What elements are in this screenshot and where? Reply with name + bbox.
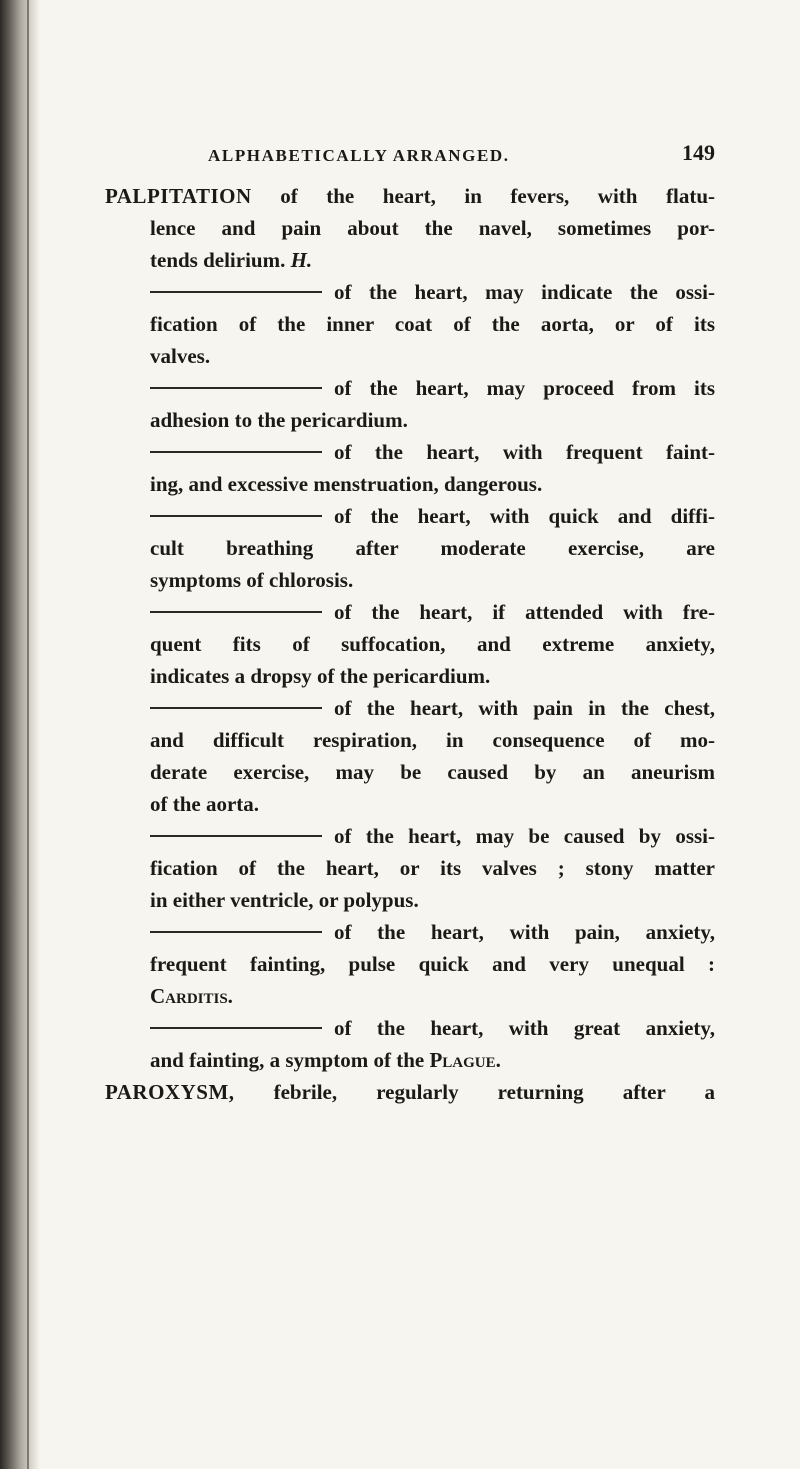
entry-sub-2: [105, 276, 715, 372]
entry-sub-6: [105, 596, 715, 692]
entry-sub-7: [105, 692, 715, 820]
text-line: quent fits of suffocation, and extreme anxiety,: [150, 632, 715, 656]
entry-sub-5: [105, 500, 715, 596]
text-line: of the heart, with frequent faint-: [105, 436, 715, 468]
entry-sub-8: [105, 820, 715, 916]
entry-sub-3: [105, 372, 715, 436]
entry-sub-9: [105, 916, 715, 1012]
binding-crease: [27, 0, 29, 1469]
headword: PAROXYSM,: [105, 1080, 235, 1104]
text-line: of the heart, with pain in the chest,: [105, 692, 715, 724]
text-line: of the heart, with great anxiety,: [105, 1012, 715, 1044]
entry-paroxysm: [105, 1076, 715, 1108]
text-line: of the heart, may be caused by ossi-: [105, 820, 715, 852]
text-line: of the aorta.: [150, 792, 260, 816]
running-head: ALPHABETICALLY ARRANGED.: [208, 146, 510, 165]
page-number: 149: [682, 140, 715, 165]
text-line: cult breathing after moderate exercise, are: [150, 536, 715, 560]
ditto-dash: [150, 611, 322, 613]
author-abbrev: H.: [290, 248, 313, 272]
text-line: and fainting, a symptom of the Plague.: [150, 1048, 501, 1072]
ditto-dash: [150, 387, 322, 389]
text-line: indicates a dropsy of the pericardium.: [150, 664, 491, 688]
ditto-dash: [150, 451, 322, 453]
text-line: PALPITATION of the heart, in fevers, with flatu-: [105, 184, 716, 208]
text-line: valves.: [150, 344, 211, 368]
ditto-dash: [150, 1027, 322, 1029]
ditto-dash: [150, 291, 322, 293]
text-line: fication of the heart, or its valves ; stony matter: [150, 856, 715, 880]
entry-sub-10: [105, 1012, 715, 1076]
text-line: lence and pain about the navel, sometimes por-: [150, 216, 715, 240]
entry-sub-4: [105, 436, 715, 500]
text-line: and difficult respiration, in consequence of mo-: [150, 728, 715, 752]
book-page: [105, 140, 715, 1108]
text-line: frequent fainting, pulse quick and very unequal :: [150, 952, 715, 976]
ditto-dash: [150, 835, 322, 837]
text-line: PAROXYSM, febrile, regularly returning after a: [105, 1080, 715, 1104]
ditto-dash: [150, 931, 322, 933]
text-line: of the heart, may indicate the ossi-: [105, 276, 715, 308]
text-line: fication of the inner coat of the aorta, or of its: [150, 312, 715, 336]
page-header: [105, 140, 715, 176]
text-line: derate exercise, may be caused by an aneurism: [150, 760, 715, 784]
ditto-dash: [150, 515, 322, 517]
cross-reference: Plague.: [429, 1048, 501, 1072]
text-line: tends delirium. H.: [150, 248, 313, 272]
book-binding-edge: [0, 0, 40, 1469]
text-line: symptoms of chlorosis.: [150, 568, 354, 592]
entry-palpitation: [105, 180, 715, 276]
text-line: ing, and excessive menstruation, dangerous.: [150, 472, 543, 496]
text-line: of the heart, with pain, anxiety,: [105, 916, 715, 948]
text-line: adhesion to the pericardium.: [150, 408, 408, 432]
ditto-dash: [150, 707, 322, 709]
headword: PALPITATION: [105, 184, 252, 208]
text-line: of the heart, with quick and diffi-: [105, 500, 715, 532]
text-line: of the heart, if attended with fre-: [105, 596, 715, 628]
text-line: of the heart, may proceed from its: [105, 372, 715, 404]
cross-reference: Carditis.: [150, 984, 233, 1008]
text-line: in either ventricle, or polypus.: [150, 888, 419, 912]
